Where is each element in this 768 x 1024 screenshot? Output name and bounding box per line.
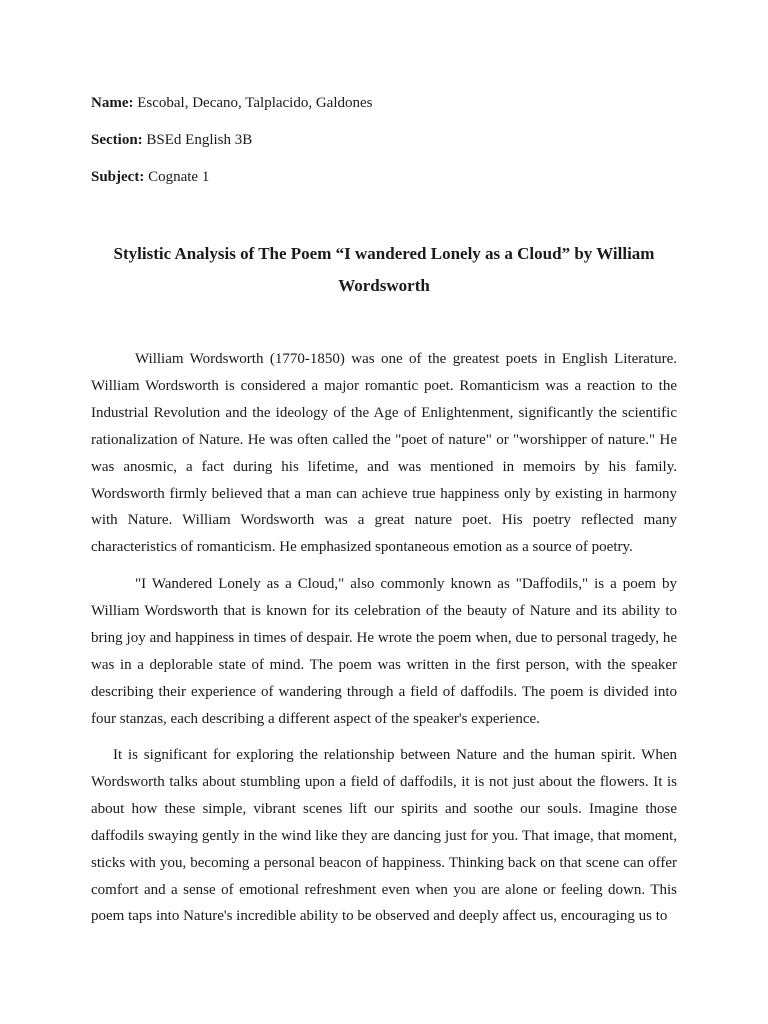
section-value: BSEd English 3B [142, 132, 253, 148]
document-title: Stylistic Analysis of The Poem “I wandered Lonely as a Cloud” by William Wordsworth [113, 244, 655, 295]
body-paragraph-2: "I Wandered Lonely as a Cloud," also commonly known as "Daffodils," is a poem by William Wordsworth that is known for its celebration of the beauty of Nature and its ability to bring joy and happiness in times of despair. He wrote the poem when, due to personal tragedy, he was in a deplorable state of mind. The poem was written in the first person, with the speaker describing their experience of wandering through a field of daffodils. The poem is divided into four stanzas, each describing a different aspect of the speaker's experience. [91, 576, 677, 727]
section-label: Section: [91, 132, 143, 148]
subject-value: Cognate 1 [144, 169, 210, 185]
body-paragraph-3: It is significant for exploring the relationship between Nature and the human spirit. When Wordsworth talks about stumbling upon a field of daffodils, it is not just about the flowers. It is about how these simple, vibrant scenes lift our spirits and soothe our souls. Imagine those daffodils swaying gently in the wind like they are dancing just for you. That image, that moment, sticks with you, becoming a personal beacon of happiness. Thinking back on that scene can offer comfort and a sense of emotional refreshment even when you are alone or feeling down. This poem taps into Nature's incredible ability to be observed and deeply affect us, encouraging us to [91, 747, 677, 925]
name-value: Escobal, Decano, Talplacido, Galdones [133, 95, 373, 111]
name-label: Name: [91, 95, 134, 111]
subject-label: Subject: [91, 169, 145, 185]
body-paragraph-1: William Wordsworth (1770-1850) was one of the greatest poets in English Literature. William Wordsworth is considered a major romantic poet. Romanticism was a reaction to the Industrial Revolution and the ideology of the Age of Enlightenment, significantly the scientific rationalization of Nature. He was often called the "poet of nature" or "worshipper of nature." He was anosmic, a fact during his lifetime, and was mentioned in memoirs by his family. Wordsworth firmly believed that a man can achieve true happiness only by existing in harmony with Nature. William Wordsworth was a great nature poet. His poetry reflected many characteristics of romanticism. He emphasized spontaneous emotion as a source of poetry. [91, 351, 677, 556]
section-line [91, 131, 252, 149]
subject-line [91, 168, 209, 186]
name-line [91, 94, 373, 112]
